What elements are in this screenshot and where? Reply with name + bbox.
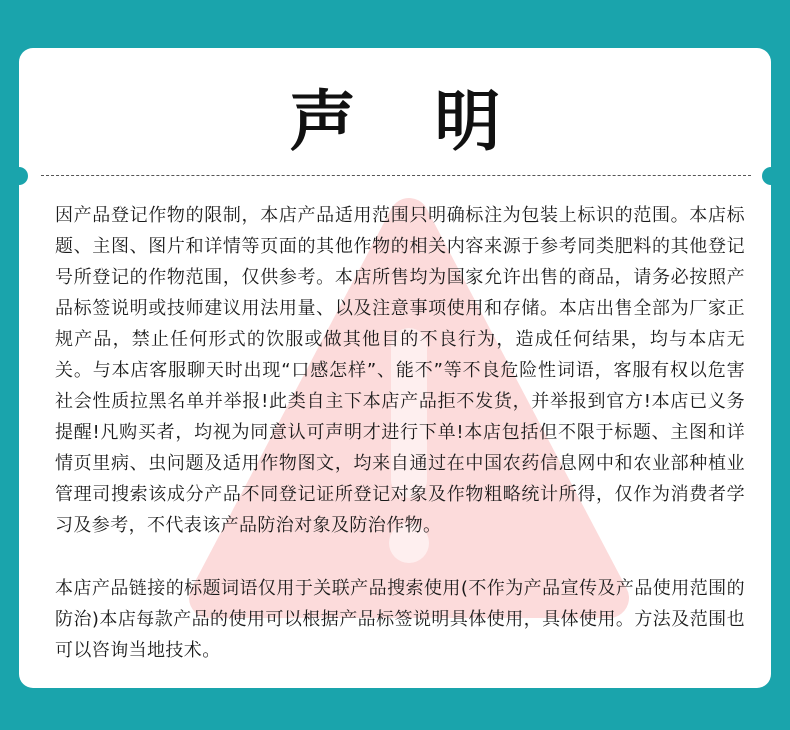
statement-paragraph-1: 因产品登记作物的限制，本店产品适用范围只明确标注为包装上标识的范围。本店标题、主图、图片和详情等页面的其他作物的相关内容来源于参考同类肥料的其他登记号所登记的作物范围，仅供参考。本店所售均为国家允许出售的商品，请务必按照产品标签说明或技师建议用法用量、以及注意事项使用和存储。本店出售全部为厂家正规产品，禁止任何形式的饮服或做其他目的不良行为，造成任何结果，均与本店无关。与本店客服聊天时出现“口感怎样”、能不”等不良危险性词语，客服有权以危害社会性质拉黑名单并举报!此类自主下本店产品拒不发货，并举报到官方!本店已义务提醒!凡购买者，均视为同意认可声明才进行下单!本店包括但不限于标题、主图和详情页里病、虫问题及适用作物图文，均来自通过在中国农药信息网中和农业部种植业管理司搜索该成分产品不同登记证所登记对象及作物粗略统计所得，仅作为消费者学习及参考，不代表该产品防治对象及防治作物。: [55, 205, 745, 536]
statement-paragraph-2: 本店产品链接的标题词语仅用于关联产品搜索使用(不作为产品宣传及产品使用范围的防治)本店每款产品的使用可以根据产品标签说明具体使用，具体使用。方法及范围也可以咨询当地技术。: [55, 578, 745, 661]
left-notch: [10, 167, 28, 185]
dashed-divider: [41, 175, 751, 176]
statement-card: [19, 48, 771, 688]
page-title: 声 明: [289, 83, 529, 160]
right-notch: [762, 167, 780, 185]
